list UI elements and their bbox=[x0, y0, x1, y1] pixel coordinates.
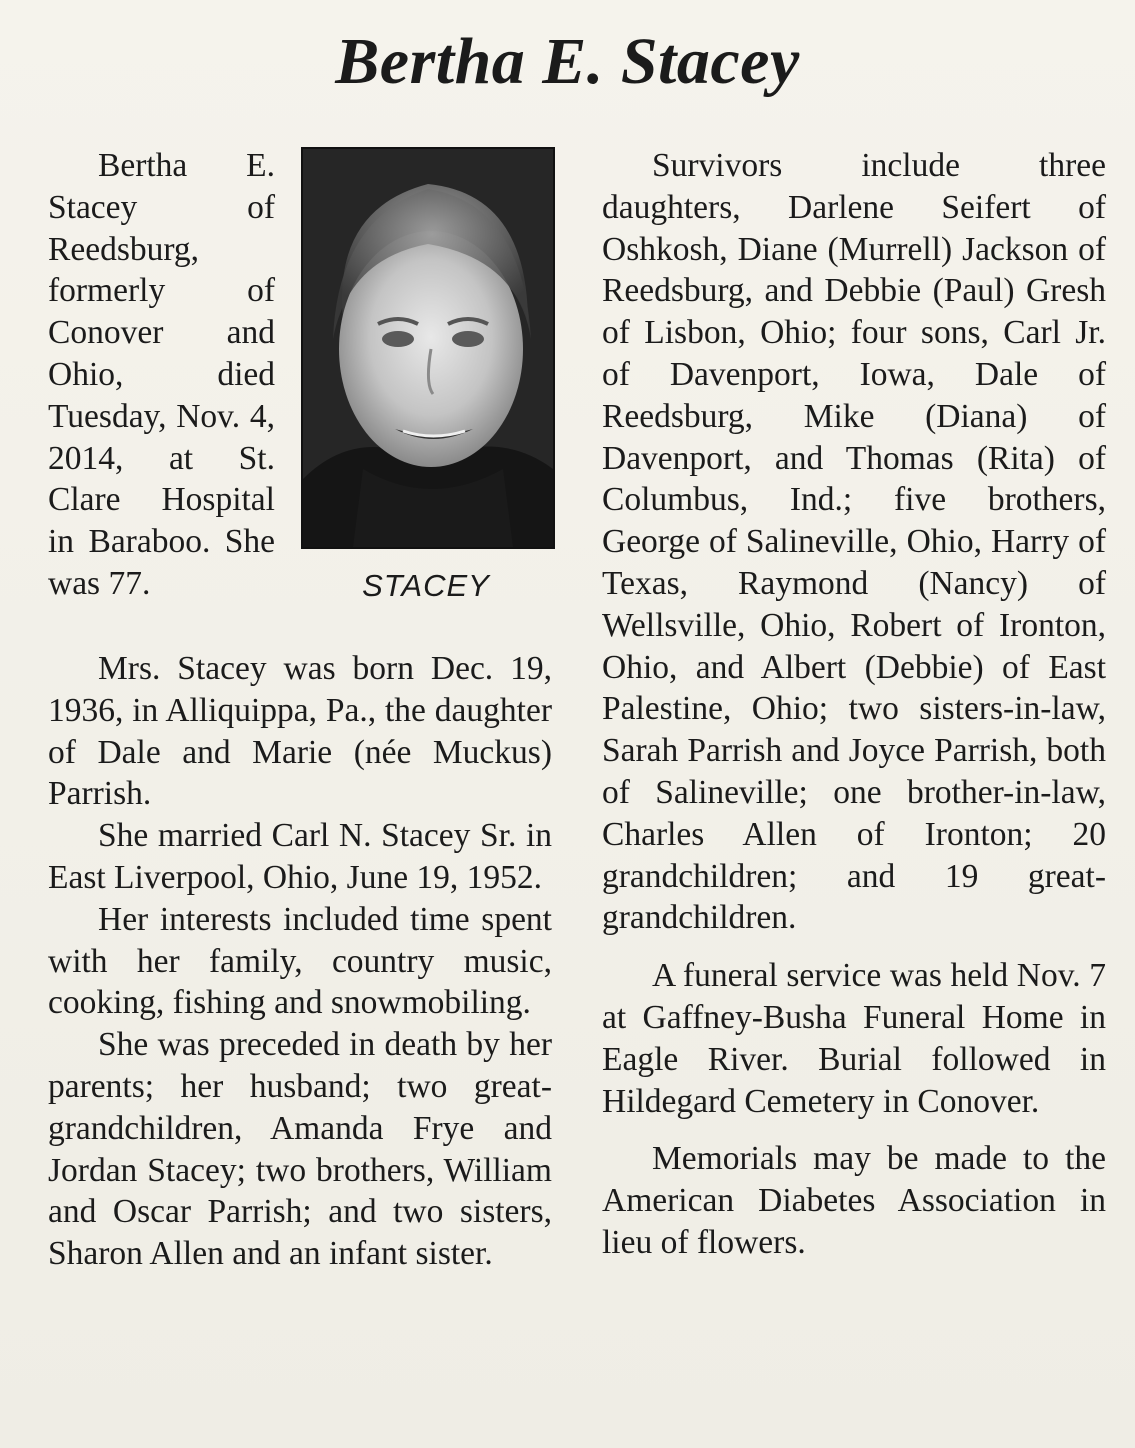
right-column bbox=[602, 145, 1106, 1264]
portrait-image bbox=[303, 149, 553, 547]
memorials-paragraph: Memorials may be made to the American Diabetes Association in lieu of flowers. bbox=[602, 1140, 1106, 1261]
survivors-paragraph: Survivors include three daughters, Darlene Seifert of Oshkosh, Diane (Murrell) Jackson of Reedsburg, and Debbie (Paul) Gresh of Lisbon, Ohio; four sons, Carl Jr. of Davenport, Iowa, Dale of Reedsburg, Mike (Diana) of Davenport, and Thomas (Rita) of Columbus, Ind.; five brothers, George of Salineville, Ohio, Harry of Texas, Raymond (Nancy) of Wellsville, Ohio, Robert of Ironton, Ohio, and Albert (Debbie) of East Palestine, Ohio; two sisters-in-law, Sarah Parrish and Joyce Parrish, both of Salineville; one brother-in-law, Charles Allen of Ironton; 20 grandchildren; and 19 great-grandchildren. bbox=[602, 147, 1106, 937]
obituary-headline: Bertha E. Stacey bbox=[335, 25, 800, 98]
intro-paragraph: Bertha E. Stacey of Reedsburg, formerly of Conover and Ohio, died Tuesday, Nov. 4, 2014, at St. Clare Hospital in Baraboo. She was 77. bbox=[48, 147, 275, 602]
left-column-intro bbox=[48, 145, 275, 605]
interests-paragraph: Her interests included time spent with her family, country music, cooking, fishing and snowmobiling. bbox=[48, 900, 552, 1022]
funeral-paragraph: A funeral service was held Nov. 7 at Gaffney-Busha Funeral Home in Eagle River. Burial followed in Hildegard Cemetery in Conover. bbox=[602, 957, 1106, 1120]
left-column bbox=[48, 648, 552, 1275]
photo-caption: STACEY bbox=[362, 568, 490, 603]
marriage-paragraph: She married Carl N. Stacey Sr. in East Liverpool, Ohio, June 19, 1952. bbox=[48, 817, 552, 896]
portrait-photo bbox=[301, 147, 555, 549]
birth-paragraph: Mrs. Stacey was born Dec. 19, 1936, in Alliquippa, Pa., the daughter of Dale and Marie (née Muckus) Parrish. bbox=[48, 650, 552, 813]
preceded-paragraph: She was preceded in death by her parents; her husband; two great-grandchildren, Amanda Frye and Jordan Stacey; two brothers, William and Oscar Parrish; and two sisters, Sharon Allen and an infant sister. bbox=[48, 1026, 552, 1273]
